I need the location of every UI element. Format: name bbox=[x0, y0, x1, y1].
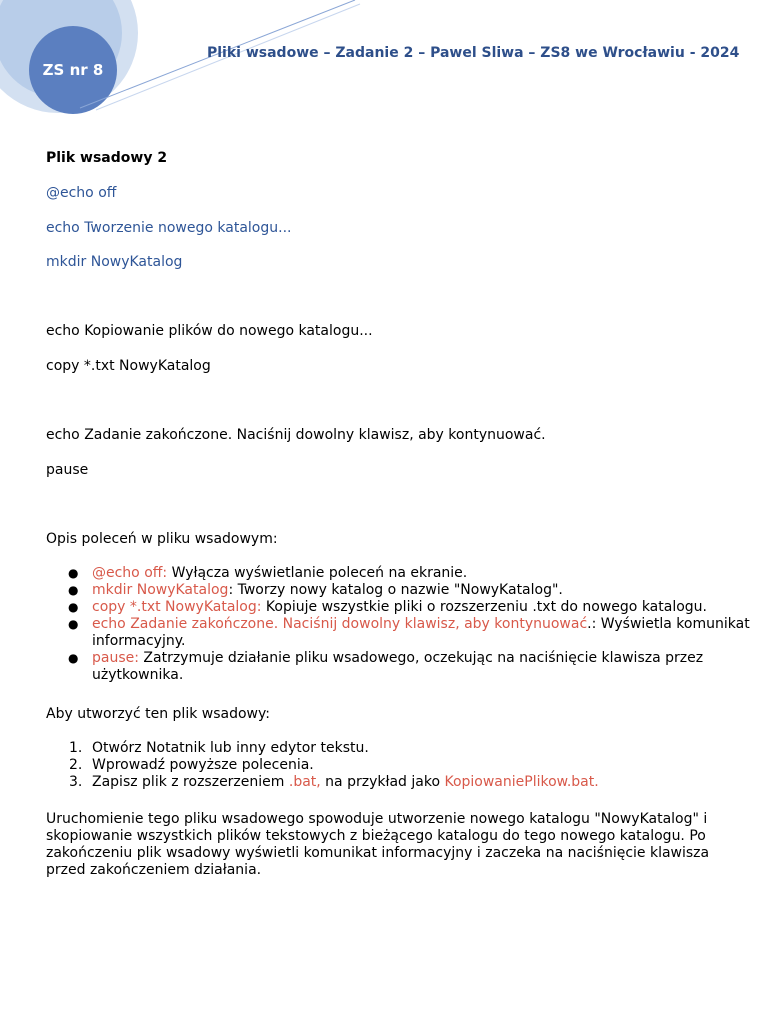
list-item: ● @echo off: Wyłącza wyświetlanie poleceń na ekranie. bbox=[68, 565, 468, 581]
code-line: echo Kopiowanie plików do nowego katalogu... bbox=[46, 323, 373, 339]
summary-paragraph: Uruchomienie tego pliku wsadowego spowoduje utworzenie nowego katalogu "NowyKatalog" i skopiowanie wszystkich plików tekstowych z bieżącego katalogu do tego nowego katalogu. Po zakończeniu plik wsadowy wyświetli komunikat informacyjny i zaczeka na naciśnięcie klawisza przed zakończeniem działania. bbox=[46, 811, 710, 878]
section-heading: Plik wsadowy 2 bbox=[46, 150, 168, 166]
bullet-icon: ● bbox=[68, 566, 79, 580]
school-badge: ZS nr 8 bbox=[42, 61, 104, 79]
code-line: echo Zadanie zakończone. Naciśnij dowolny klawisz, aby kontynuować. bbox=[46, 427, 546, 443]
list-item: 1. Otwórz Notatnik lub inny edytor tekstu. bbox=[69, 740, 369, 756]
code-line: @echo off bbox=[46, 185, 117, 201]
bullet-icon: ● bbox=[68, 617, 79, 631]
steps-title: Aby utworzyć ten plik wsadowy: bbox=[46, 706, 270, 722]
code-line: pause bbox=[46, 462, 89, 478]
list-item: ● copy *.txt NowyKatalog: Kopiuje wszystkie pliki o rozszerzeniu .txt do nowego katalogu. bbox=[68, 599, 707, 615]
bullet-icon: ● bbox=[68, 600, 79, 614]
code-line: echo Tworzenie nowego katalogu... bbox=[46, 220, 292, 236]
steps-list bbox=[46, 740, 768, 791]
list-item: ● mkdir NowyKatalog: Tworzy nowy katalog o nazwie "NowyKatalog". bbox=[68, 582, 563, 598]
code-line: copy *.txt NowyKatalog bbox=[46, 358, 211, 374]
list-item: 3. Zapisz plik z rozszerzeniem .bat, na przykład jako KopiowaniePlikow.bat. bbox=[69, 774, 599, 790]
bullet-icon: ● bbox=[68, 651, 79, 665]
list-item: ● pause: Zatrzymuje działanie pliku wsadowego, oczekując na naciśnięcie klawisza przez użytkownika. bbox=[68, 650, 704, 683]
bullet-icon: ● bbox=[68, 583, 79, 597]
code-line: mkdir NowyKatalog bbox=[46, 254, 183, 270]
document-header: Pliki wsadowe – Zadanie 2 – Pawel Sliwa – ZS8 we Wrocławiu - 2024 bbox=[207, 45, 740, 61]
list-item: 2. Wprowadź powyższe polecenia. bbox=[69, 757, 314, 773]
list-item: ● echo Zadanie zakończone. Naciśnij dowolny klawisz, aby kontynuować.: Wyświetla komunikat informacyjny. bbox=[68, 616, 750, 649]
command-description-list bbox=[46, 565, 768, 684]
description-title: Opis poleceń w pliku wsadowym: bbox=[46, 531, 278, 547]
